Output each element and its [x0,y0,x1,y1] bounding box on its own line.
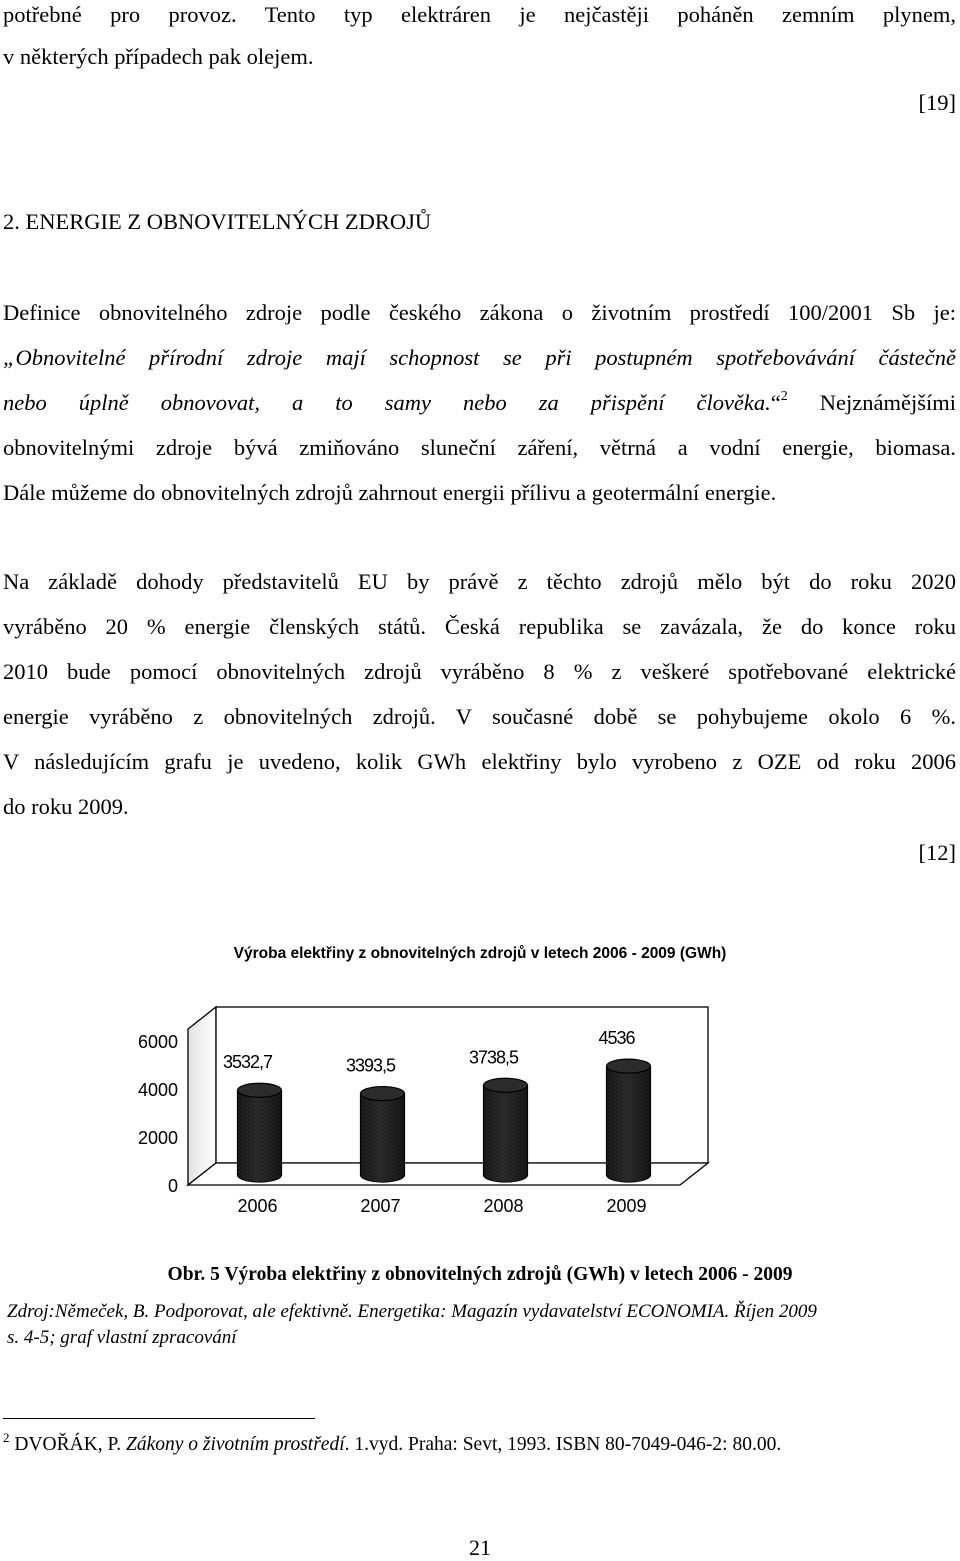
eu-paragraph-line-6: do roku 2009. [3,794,129,819]
definition-quote-line-1: „Obnovitelné přírodní zdroje mají schopnost se při postupném spotřebovávání částečně [3,345,956,370]
footnote-title: Zákony o životním prostředí [125,1434,345,1455]
eu-paragraph-line-1: Na základě dohody představitelů EU by právě z těchto zdrojů mělo být do roku 2020 [3,569,956,594]
footnote-details: . 1.vyd. Praha: Sevt, 1993. ISBN 80-7049-046-2: 80.00. [344,1434,782,1455]
figure-source-line-2: s. 4-5; graf vlastní zpracování [7,1327,237,1348]
bar-shading [238,1090,282,1182]
y-tick-label: 4000 [137,1080,178,1100]
definition-quote-line-2 [3,388,956,418]
x-tick-label: 2008 [483,1196,524,1216]
figure-caption: Obr. 5 Výroba elektřiny z obnovitelných zdrojů (GWh) v letech 2006 - 2009 [167,1264,793,1285]
figure-source-line-1: Zdroj:Němeček, B. Podporovat, ale efektivně. Energetika: Magazín vydavatelství ECONOMIA. Říjen 2009 [7,1301,817,1322]
eu-paragraph-line-2: vyráběno 20 % energie členských států. Česká republika se zavázala, že do konce roku [3,614,956,639]
footnote-author: DVOŘÁK, P. [9,1434,126,1455]
bar-value-label: 3393,5 [345,1055,396,1076]
eu-paragraph-line-5: V následujícím grafu je uvedeno, kolik GWh elektřiny bylo vyrobeno z OZE od roku 2006 [3,749,956,774]
intro-line-1: potřebné pro provoz. Tento typ elektráren je nejčastěji poháněn zemním plynem, [3,2,956,27]
definition-quote-end: nebo úplně obnovovat, a to samy nebo za přispění člověka. [3,390,771,415]
eu-paragraph-line-4: energie vyráběno z obnovitelných zdrojů. V současné době se pohybujeme okolo 6 %. [3,704,956,729]
y-tick-label: 6000 [137,1032,178,1052]
bar-chart [110,995,830,1230]
bar-value-label: 3738,5 [468,1047,519,1068]
reference-12: [12] [918,840,956,865]
chart-side-wall [188,1007,216,1185]
footnote [3,1431,781,1459]
reference-19: [19] [918,90,956,115]
bar-top [484,1078,528,1092]
intro-line-2: v některých případech pak olejem. [3,44,314,69]
y-tick-label: 0 [167,1176,178,1196]
x-tick-label: 2009 [606,1196,647,1216]
footnote-separator [3,1418,315,1419]
y-tick-label: 2000 [137,1128,178,1148]
definition-continuation: Nejznámějšími [787,390,956,415]
bar-shading [361,1094,405,1182]
x-tick-label: 2007 [360,1196,401,1216]
x-tick-label: 2006 [237,1196,278,1216]
chart-x-axis [237,1196,646,1216]
footnote-number: 2 [3,1430,10,1445]
definition-line-5: Dále můžeme do obnovitelných zdrojů zahrnout energii přílivu a geotermální energie. [3,480,777,505]
closing-quote-mark: “ [770,390,781,415]
footnote-marker[interactable]: 2 [780,389,788,404]
bar-top [361,1087,405,1101]
definition-line-1: Definice obnovitelného zdroje podle českého zákona o životním prostředí 100/2001 Sb je: [3,300,956,325]
bar-top [238,1083,282,1097]
chart-y-axis [138,1032,178,1196]
bar-value-label: 4536 [598,1028,635,1049]
bar-value-label: 3532,7 [222,1052,273,1073]
section-heading: 2. ENERGIE Z OBNOVITELNÝCH ZDROJŮ [3,209,432,234]
bar-top [607,1059,651,1073]
eu-paragraph-line-3: 2010 bude pomocí obnovitelných zdrojů vyráběno 8 % z veškeré spotřebované elektrické [3,659,956,684]
page-number: 21 [469,1535,491,1560]
bar-shading [607,1066,651,1182]
bar-shading [484,1085,528,1182]
definition-line-4: obnovitelnými zdroje bývá zmiňováno sluneční záření, větrná a vodní energie, biomasa. [3,435,956,460]
chart-title: Výroba elektřiny z obnovitelných zdrojů v letech 2006 - 2009 (GWh) [233,945,727,962]
